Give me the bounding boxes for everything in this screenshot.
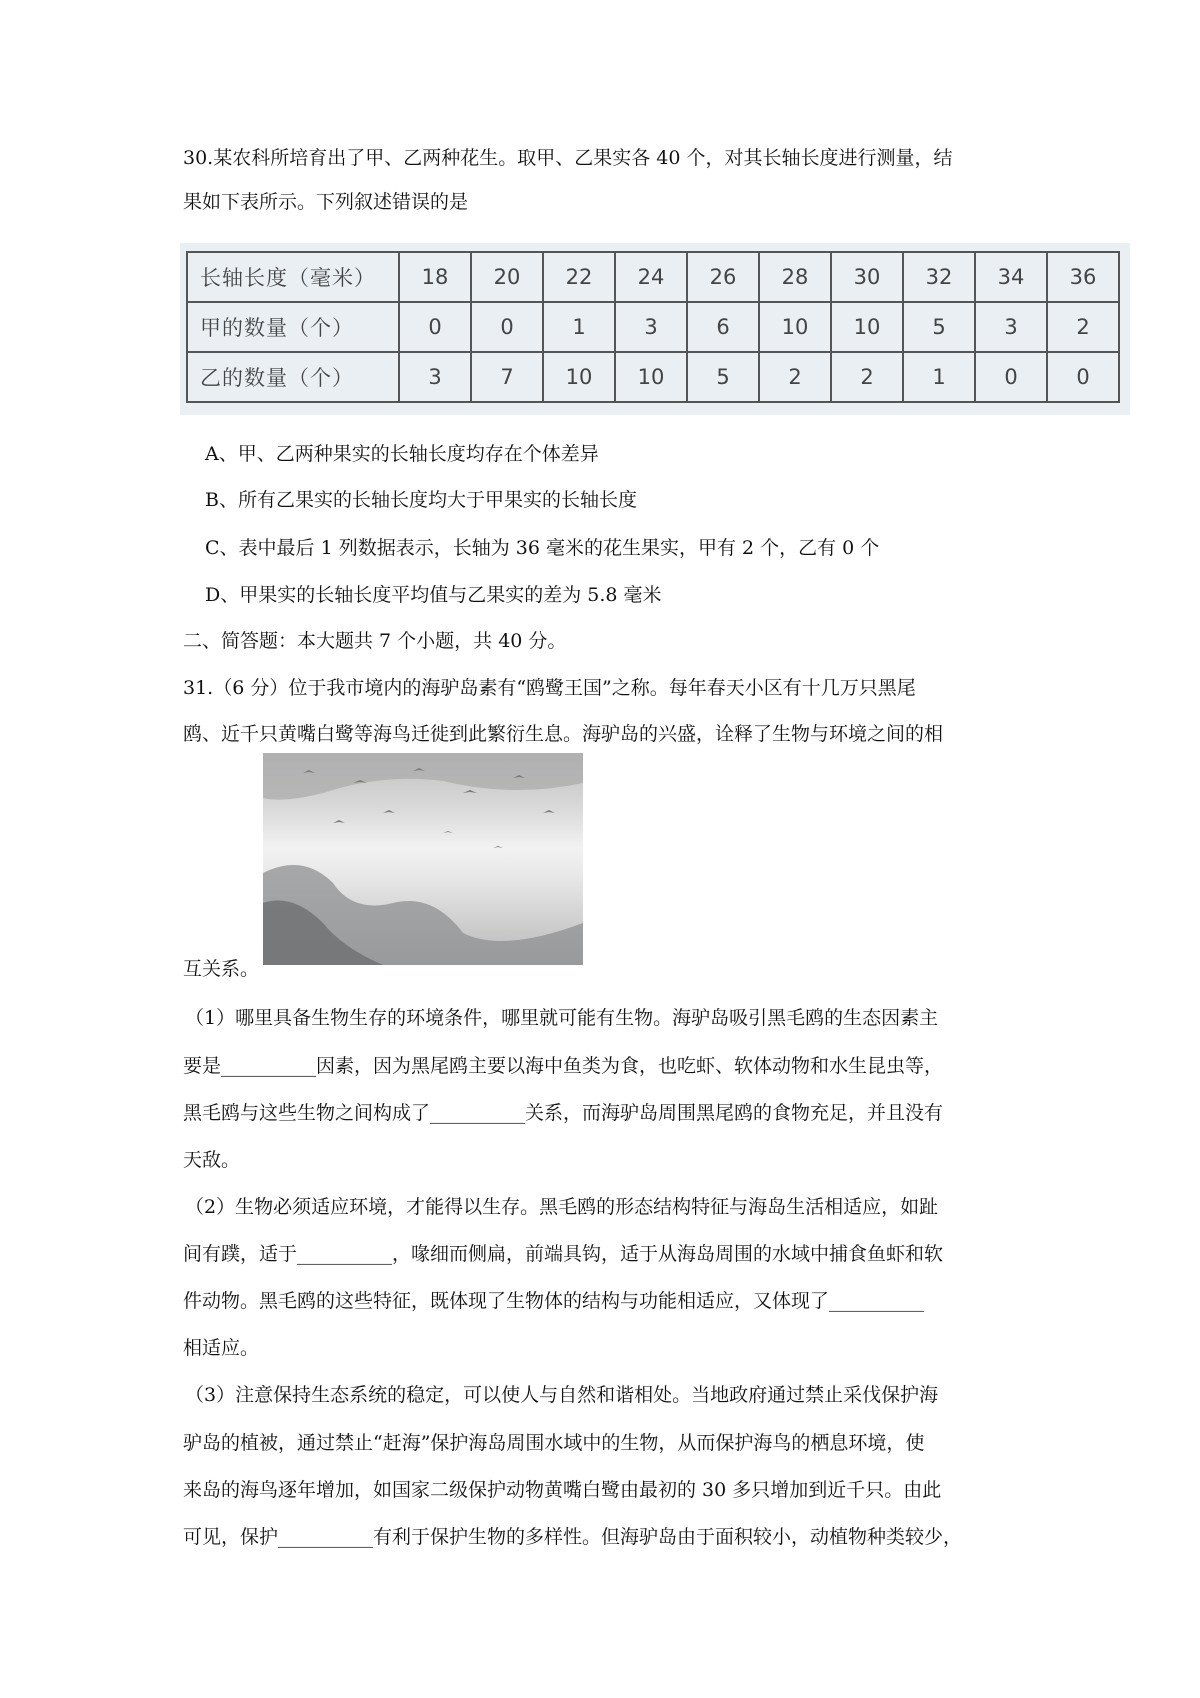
table-cell: 24 [615, 252, 687, 302]
q31-p2-line3: 件动物。黑毛鸥的这些特征，既体现了生物体的结构与功能相适应，又体现了__________ [183, 1290, 925, 1312]
table-cell: 18 [399, 252, 471, 302]
option-d: D、甲果实的长轴长度平均值与乙果实的差为 5.8 毫米 [205, 584, 662, 606]
table-cell: 1 [903, 352, 975, 402]
table-cell: 2 [831, 352, 903, 402]
row-header-yi: 乙的数量（个） [187, 352, 399, 402]
table-cell: 0 [399, 302, 471, 352]
q31-text-line3: 互关系。 [183, 958, 260, 980]
table-row [187, 252, 1119, 302]
seabird-photo-icon [263, 753, 583, 965]
q31-text-line1: 31.（6 分）位于我市境内的海驴岛素有“鸥鹭王国”之称。每年春天小区有十几万只黑尾 [183, 677, 916, 699]
table-cell: 7 [471, 352, 543, 402]
option-a: A、甲、乙两种果实的长轴长度均存在个体差异 [205, 443, 599, 465]
table-cell: 6 [687, 302, 759, 352]
table-cell: 1 [543, 302, 615, 352]
data-table-image [180, 243, 1130, 415]
table-cell: 0 [1047, 352, 1119, 402]
q31-p3-line4: 可见，保护__________有利于保护生物的多样性。但海驴岛由于面积较小，动植物种类较少， [183, 1526, 963, 1548]
table-cell: 0 [471, 302, 543, 352]
q30-text-line2: 果如下表所示。下列叙述错误的是 [183, 191, 469, 213]
row-header-jia: 甲的数量（个） [187, 302, 399, 352]
peanut-length-table [186, 251, 1120, 403]
table-row [187, 352, 1119, 402]
table-cell: 32 [903, 252, 975, 302]
table-cell: 3 [399, 352, 471, 402]
q31-text-line2: 鸥、近千只黄嘴白鹭等海鸟迁徙到此繁衍生息。海驴岛的兴盛，诠释了生物与环境之间的相 [183, 723, 944, 745]
table-cell: 10 [831, 302, 903, 352]
table-cell: 34 [975, 252, 1047, 302]
table-cell: 3 [615, 302, 687, 352]
section-heading: 二、简答题：本大题共 7 个小题，共 40 分。 [183, 630, 567, 652]
q30-text-line1: 30.某农科所培育出了甲、乙两种花生。取甲、乙果实各 40 个，对其长轴长度进行测量，结 [183, 147, 953, 169]
q31-p2-line4: 相适应。 [183, 1337, 260, 1359]
table-cell: 0 [975, 352, 1047, 402]
seabird-island-photo [263, 753, 583, 965]
q31-p1-line2: 要是__________因素，因为黑尾鸥主要以海中鱼类为食，也吃虾、软体动物和水生昆虫等， [183, 1055, 944, 1077]
table-cell: 10 [759, 302, 831, 352]
row-header-length: 长轴长度（毫米） [187, 252, 399, 302]
table-cell: 10 [615, 352, 687, 402]
q31-p1-line1: （1）哪里具备生物生存的环境条件，哪里就可能有生物。海驴岛吸引黑毛鸥的生态因素主 [185, 1007, 939, 1029]
q31-p1-line4: 天敌。 [183, 1149, 241, 1171]
table-cell: 3 [975, 302, 1047, 352]
table-cell: 20 [471, 252, 543, 302]
q31-p3-line3: 来岛的海鸟逐年增加，如国家二级保护动物黄嘴白鹭由最初的 30 多只增加到近千只。由此 [183, 1479, 942, 1501]
table-cell: 2 [759, 352, 831, 402]
table-cell: 5 [903, 302, 975, 352]
table-cell: 5 [687, 352, 759, 402]
q31-p1-line3: 黑毛鸥与这些生物之间构成了__________关系，而海驴岛周围黑尾鸥的食物充足，并且没有 [183, 1102, 944, 1124]
table-row [187, 302, 1119, 352]
table-cell: 36 [1047, 252, 1119, 302]
q31-p3-line2: 驴岛的植被，通过禁止“赶海”保护海岛周围水域中的生物，从而保护海鸟的栖息环境，使 [183, 1432, 925, 1454]
table-cell: 30 [831, 252, 903, 302]
q31-p2-line1: （2）生物必须适应环境，才能得以生存。黑毛鸥的形态结构特征与海岛生活相适应，如趾 [185, 1196, 939, 1218]
q31-p3-line1: （3）注意保持生态系统的稳定，可以使人与自然和谐相处。当地政府通过禁止采伐保护海 [185, 1384, 939, 1406]
table-cell: 10 [543, 352, 615, 402]
option-c: C、表中最后 1 列数据表示，长轴为 36 毫米的花生果实，甲有 2 个，乙有 0 个 [205, 537, 880, 559]
table-cell: 2 [1047, 302, 1119, 352]
table-cell: 26 [687, 252, 759, 302]
table-cell: 22 [543, 252, 615, 302]
table-cell: 28 [759, 252, 831, 302]
option-b: B、所有乙果实的长轴长度均大于甲果实的长轴长度 [205, 489, 637, 511]
q31-p2-line2: 间有蹼，适于__________，喙细而侧扁，前端具钩，适于从海岛周围的水域中捕食鱼虾和软 [183, 1243, 944, 1265]
